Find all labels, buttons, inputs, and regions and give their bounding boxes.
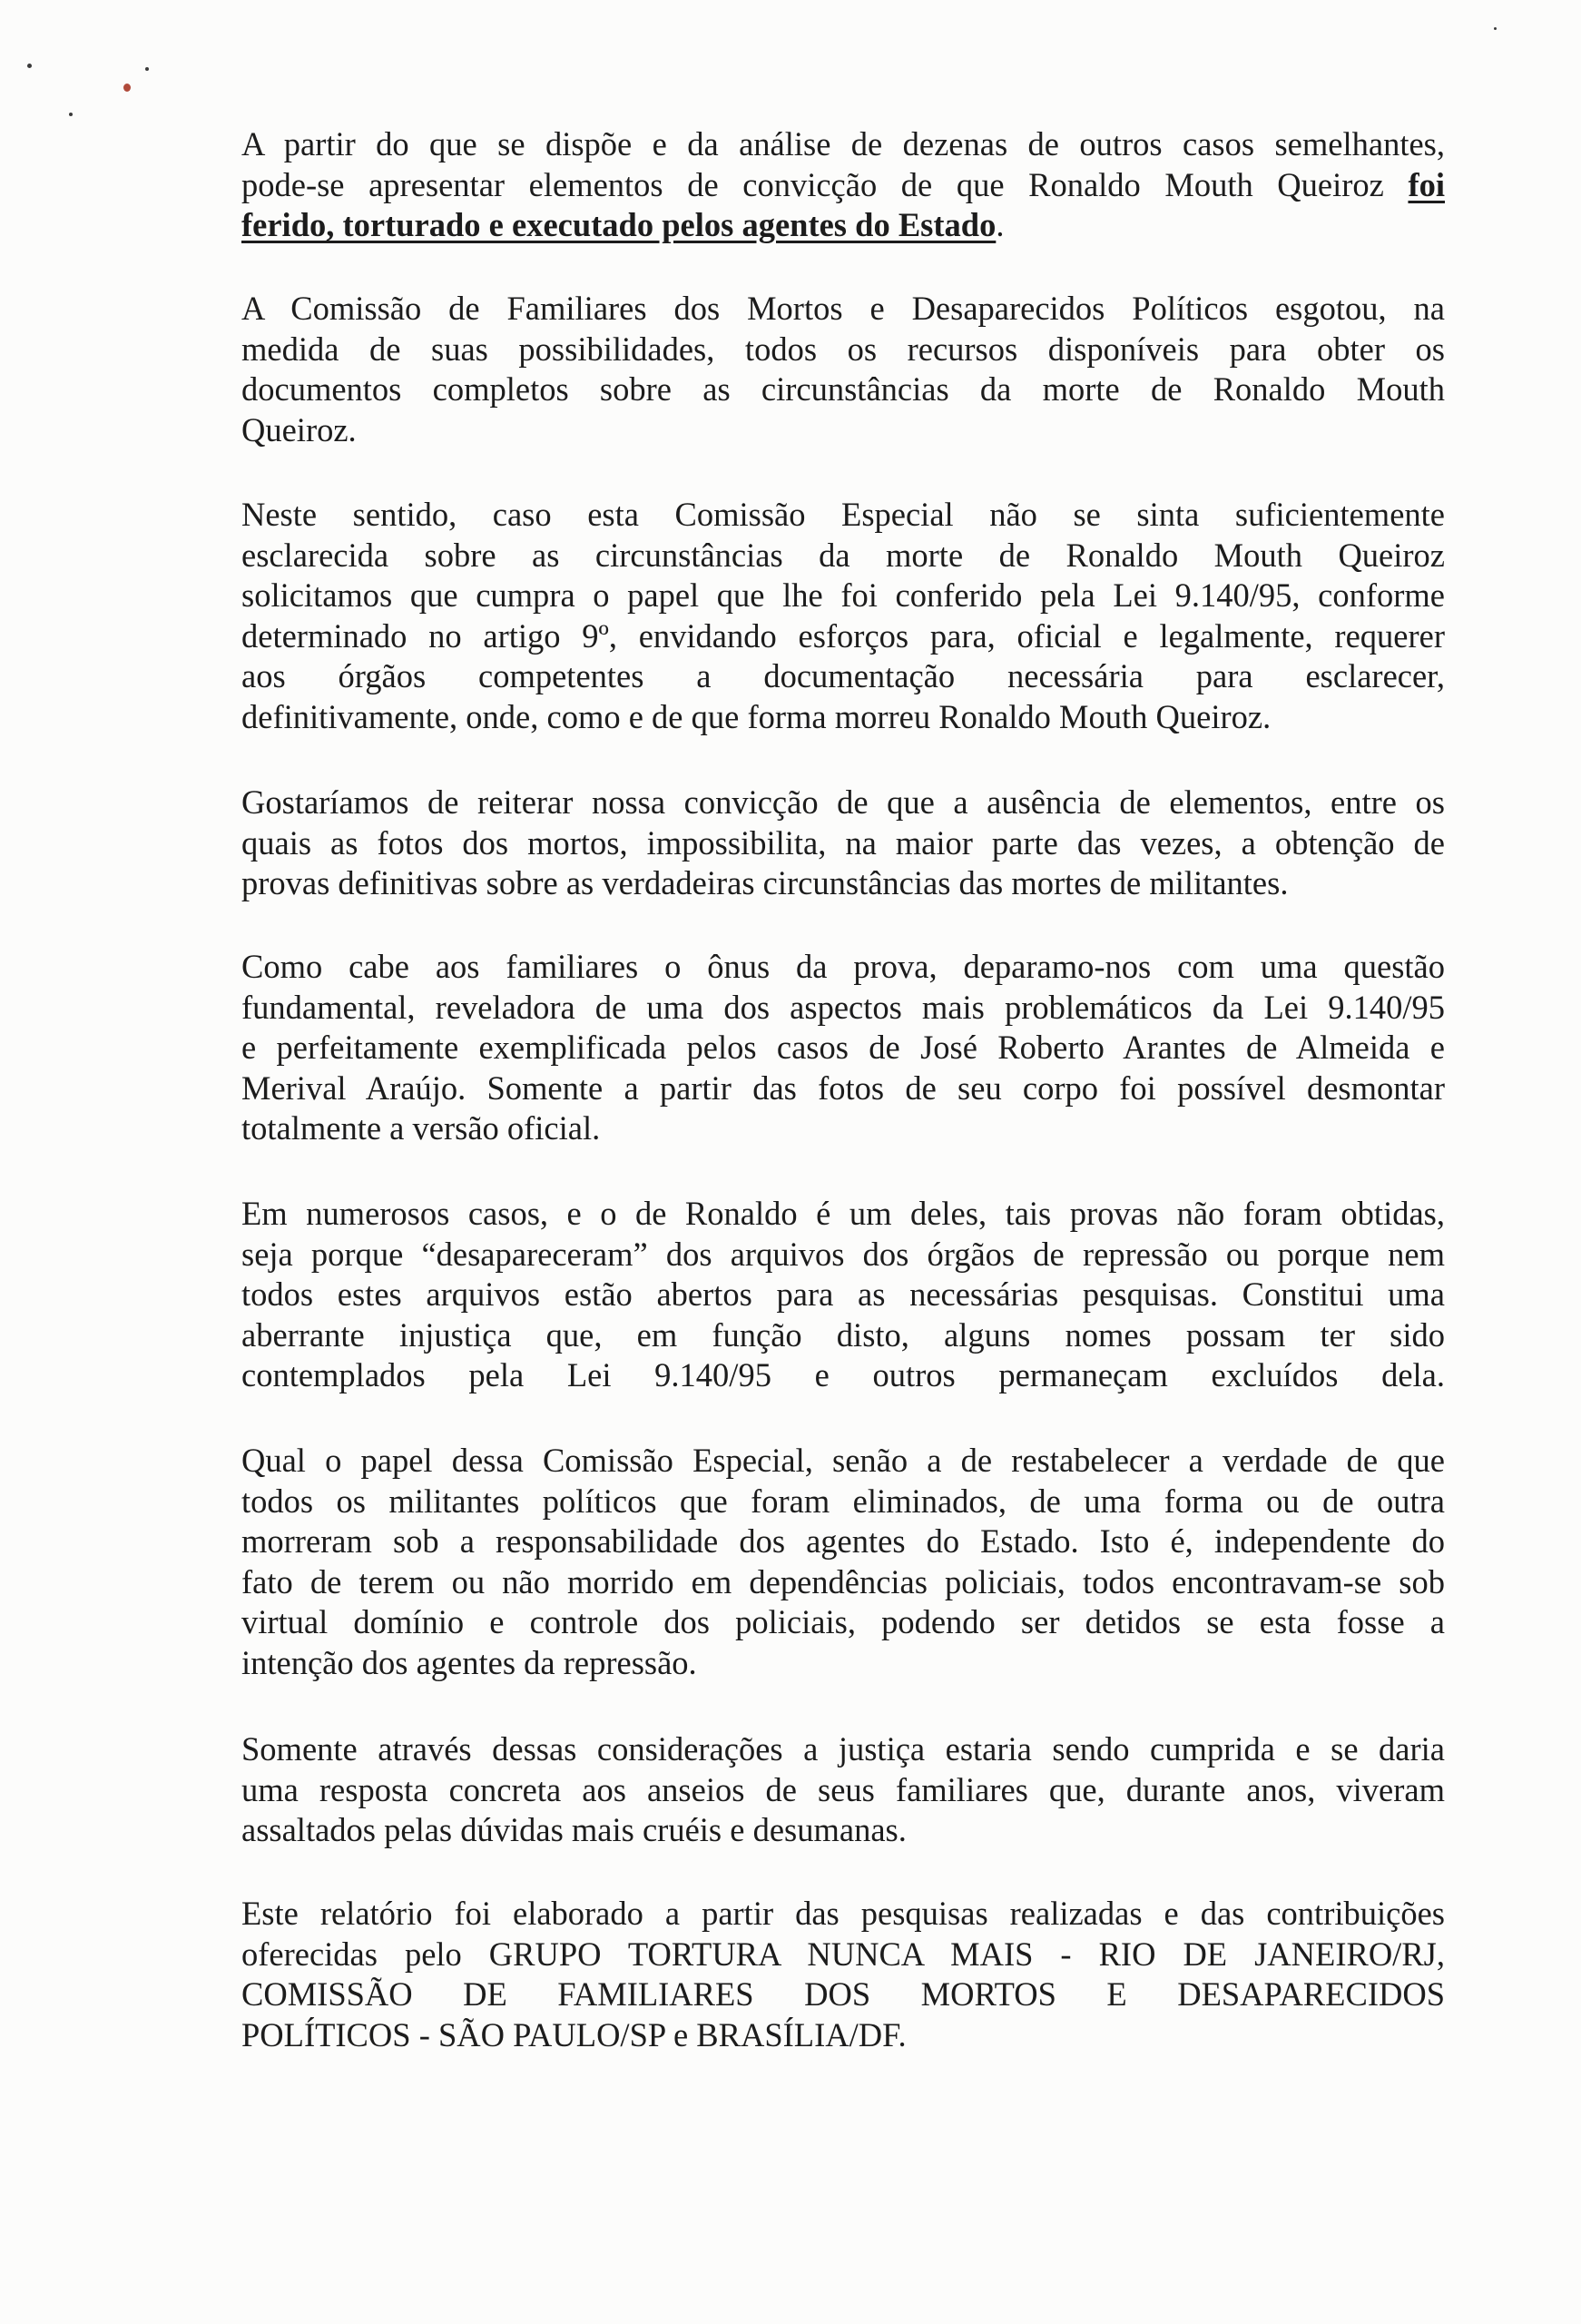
paragraph-line: todos os militantes políticos que foram eliminados, de uma forma ou de outra bbox=[241, 1482, 1445, 1520]
paragraph-line bbox=[241, 205, 1445, 246]
paragraph-line: Merival Araújo. Somente a partir das fotos de seu corpo foi possível desmontar bbox=[241, 1068, 1445, 1107]
paragraph-7 bbox=[241, 1441, 1445, 1684]
paragraph-line: Em numerosos casos, e o de Ronaldo é um deles, tais provas não foram obtidas, bbox=[241, 1195, 1445, 1232]
paragraph-line: totalmente a versão oficial. bbox=[241, 1109, 601, 1147]
paragraph-line: Qual o papel dessa Comissão Especial, senão a de restabelecer a verdade de que bbox=[241, 1442, 1445, 1479]
paragraph-line: quais as fotos dos mortos, impossibilita, na maior parte das vezes, a obtenção de bbox=[241, 823, 1445, 862]
paragraph-6 bbox=[241, 1194, 1445, 1396]
paragraph-line: Neste sentido, caso esta Comissão Especial não se sinta suficientemente bbox=[241, 496, 1445, 533]
emphasis-text: foi bbox=[1408, 165, 1446, 203]
paragraph-line: assaltados pelas dúvidas mais cruéis e desumanas. bbox=[241, 1811, 907, 1849]
scan-speck bbox=[123, 84, 131, 92]
paragraph-5 bbox=[241, 947, 1445, 1149]
paragraph-line: determinado no artigo 9º, envidando esforços para, oficial e legalmente, requerer bbox=[241, 616, 1445, 655]
paragraph-line: fato de terem ou não morrido em dependências policiais, todos encontravam-se sob bbox=[241, 1562, 1445, 1600]
paragraph-line: medida de suas possibilidades, todos os recursos disponíveis para obter os bbox=[241, 330, 1445, 368]
paragraph-line: provas definitivas sobre as verdadeiras circunstâncias das mortes de militantes. bbox=[241, 864, 1289, 902]
emphasis-text: ferido, torturado e executado pelos agentes do Estado bbox=[241, 206, 997, 244]
paragraph-line: esclarecida sobre as circunstâncias da morte de Ronaldo Mouth Queiroz bbox=[241, 536, 1445, 574]
paragraph-line: COMISSÃO DE FAMILIARES DOS MORTOS E DESAPARECIDOS bbox=[241, 1975, 1445, 2014]
paragraph-line: definitivamente, onde, como e de que forma morreu Ronaldo Mouth Queiroz. bbox=[241, 697, 1272, 735]
scan-speck bbox=[69, 113, 73, 116]
paragraph-line: Como cabe aos familiares o ônus da prova, deparamo-nos com uma questão bbox=[241, 948, 1445, 985]
paragraph-line: seja porque “desapareceram” dos arquivos dos órgãos de repressão ou porque nem bbox=[241, 1235, 1445, 1273]
paragraph-line: morreram sob a responsabilidade dos agentes do Estado. Isto é, independente do bbox=[241, 1522, 1445, 1561]
paragraph-line: fundamental, reveladora de uma dos aspectos mais problemáticos da Lei 9.140/95 bbox=[241, 988, 1445, 1026]
scan-speck bbox=[27, 64, 32, 68]
paragraph-line-text: pode-se apresentar elementos de convicção de que Ronaldo Mouth Queiroz bbox=[241, 165, 1384, 203]
paragraph-4 bbox=[241, 783, 1445, 904]
paragraph-3 bbox=[241, 495, 1445, 738]
paragraph-line: POLÍTICOS - SÃO PAULO/SP e BRASÍLIA/DF. bbox=[241, 2015, 907, 2053]
paragraph-8 bbox=[241, 1729, 1445, 1851]
paragraph-line bbox=[241, 165, 1445, 206]
paragraph-9 bbox=[241, 1894, 1445, 2055]
paragraph-line: intenção dos agentes da repressão. bbox=[241, 1643, 697, 1681]
scan-speck bbox=[145, 67, 149, 71]
paragraph-line: A Comissão de Familiares dos Mortos e Desaparecidos Políticos esgotou, na bbox=[241, 290, 1445, 327]
paragraph-line: documentos completos sobre as circunstâncias da morte de Ronaldo Mouth bbox=[241, 370, 1445, 409]
paragraph-1 bbox=[241, 124, 1445, 246]
paragraph-line: A partir do que se dispõe e da análise de dezenas de outros casos semelhantes, bbox=[241, 125, 1445, 162]
paragraph-line: aberrante injustiça que, em função disto, alguns nomes possam ter sido bbox=[241, 1315, 1445, 1354]
paragraph-line: Este relatório foi elaborado a partir das pesquisas realizadas e das contribuições bbox=[241, 1895, 1445, 1932]
paragraph-line: solicitamos que cumpra o papel que lhe foi conferido pela Lei 9.140/95, conforme bbox=[241, 576, 1445, 615]
paragraph-line: todos estes arquivos estão abertos para as necessárias pesquisas. Constitui uma bbox=[241, 1275, 1445, 1314]
paragraph-line-tail: . bbox=[996, 206, 1005, 244]
paragraph-line: Somente através dessas considerações a justiça estaria sendo cumprida e se daria bbox=[241, 1730, 1445, 1768]
paragraph-line: e perfeitamente exemplificada pelos casos de José Roberto Arantes de Almeida e bbox=[241, 1029, 1445, 1067]
paragraph-2 bbox=[241, 289, 1445, 450]
paragraph-line: aos órgãos competentes a documentação necessária para esclarecer, bbox=[241, 657, 1445, 695]
paragraph-line: uma resposta concreta aos anseios de seus familiares que, durante anos, viveram bbox=[241, 1770, 1445, 1808]
paragraph-line: contemplados pela Lei 9.140/95 e outros permaneçam excluídos dela. bbox=[241, 1356, 1445, 1394]
scan-speck bbox=[1494, 27, 1497, 30]
paragraph-line: oferecidas pelo GRUPO TORTURA NUNCA MAIS - RIO DE JANEIRO/RJ, bbox=[241, 1935, 1445, 1973]
paragraph-line: virtual domínio e controle dos policiais, podendo ser detidos se esta fosse a bbox=[241, 1603, 1445, 1641]
paragraph-line: Queiroz. bbox=[241, 410, 357, 448]
paragraph-line: Gostaríamos de reiterar nossa convicção de que a ausência de elementos, entre os bbox=[241, 783, 1445, 821]
